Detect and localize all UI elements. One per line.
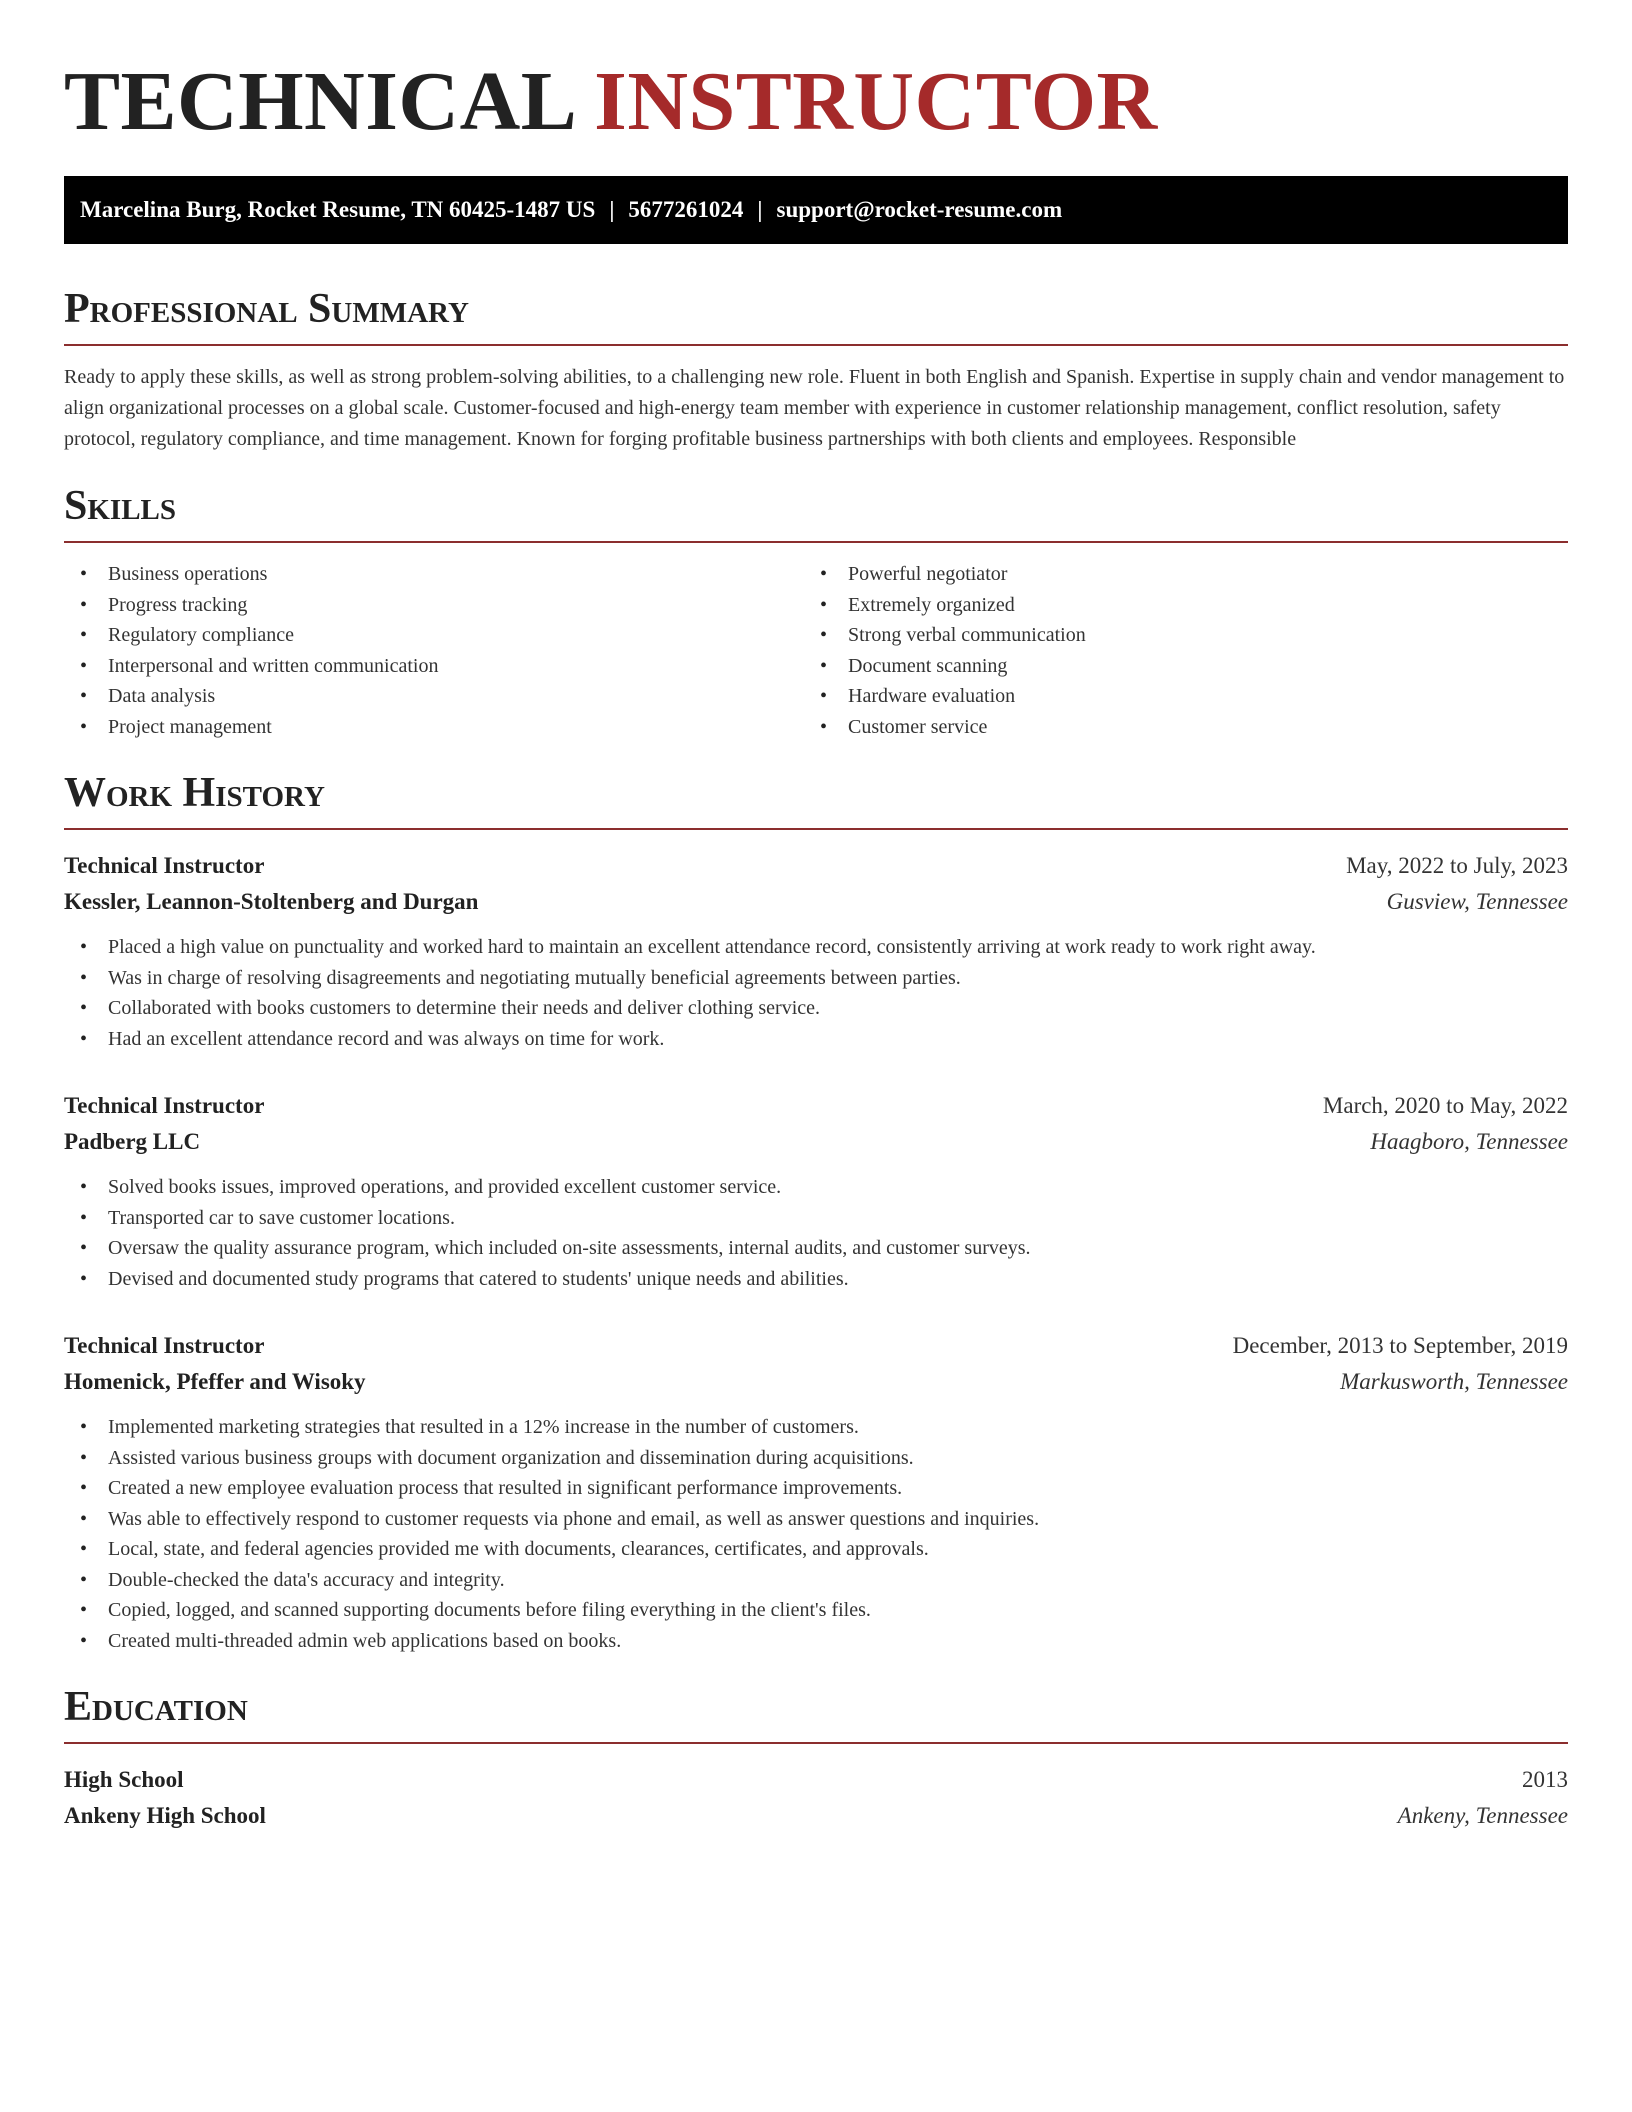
skills-left-column (64, 559, 804, 742)
job-bullet: • Oversaw the quality assurance program, which included on-site assessments, internal audits, and customer surveys. (64, 1233, 1568, 1264)
skill-item: • Data analysis (64, 681, 804, 712)
job-bullet: • Solved books issues, improved operations, and provided excellent customer service. (64, 1172, 1568, 1203)
skill-item: • Regulatory compliance (64, 620, 804, 651)
job-location: Haagboro, Tennessee (1370, 1129, 1568, 1154)
skills-heading: Skills (64, 481, 1568, 543)
job-header-row (64, 1088, 1568, 1124)
job-company-row (64, 1124, 1568, 1160)
contact-bar (64, 176, 1568, 244)
education-section (64, 1682, 1568, 1834)
education-school: Ankeny High School (64, 1803, 266, 1828)
education-location: Ankeny, Tennessee (1397, 1803, 1568, 1828)
skills-right-column (804, 559, 1544, 742)
education-header-row (64, 1762, 1568, 1798)
job-bullet: • Was able to effectively respond to customer requests via phone and email, as well as answer questions and inquiries. (64, 1504, 1568, 1535)
contact-address: Marcelina Burg, Rocket Resume, TN 60425-1487 US (80, 197, 596, 222)
job-bullet: • Copied, logged, and scanned supporting documents before filing everything in the client's files. (64, 1595, 1568, 1626)
job-bullet: • Placed a high value on punctuality and worked hard to maintain an excellent attendance record, consistently arriving at work ready to work right away. (64, 932, 1568, 963)
education-heading: Education (64, 1682, 1568, 1744)
job-company-row (64, 1364, 1568, 1400)
skill-item: • Interpersonal and written communication (64, 651, 804, 682)
job-company: Kessler, Leannon-Stoltenberg and Durgan (64, 889, 479, 914)
summary-heading: Professional Summary (64, 284, 1568, 346)
contact-phone: 5677261024 (628, 197, 744, 222)
skill-item: • Powerful negotiator (804, 559, 1544, 590)
contact-email: support@rocket-resume.com (776, 197, 1063, 222)
job-location: Gusview, Tennessee (1386, 889, 1568, 914)
skill-item: • Business operations (64, 559, 804, 590)
job-bullet: • Created multi-threaded admin web applications based on books. (64, 1626, 1568, 1657)
job-bullets (64, 1412, 1568, 1656)
job-bullets (64, 932, 1568, 1054)
resume-content (64, 52, 1568, 1834)
job-bullets (64, 1172, 1568, 1294)
job-bullet: • Created a new employee evaluation process that resulted in significant performance improvements. (64, 1473, 1568, 1504)
skill-item: • Progress tracking (64, 590, 804, 621)
job-bullet: • Implemented marketing strategies that resulted in a 12% increase in the number of customers. (64, 1412, 1568, 1443)
job-entry (64, 1088, 1568, 1294)
job-bullet: • Assisted various business groups with document organization and dissemination during acquisitions. (64, 1443, 1568, 1474)
job-title: Technical Instructor (64, 1093, 265, 1118)
job-company-row (64, 884, 1568, 920)
job-dates: December, 2013 to September, 2019 (1232, 1333, 1568, 1358)
job-bullet: • Devised and documented study programs that catered to students' unique needs and abilities. (64, 1264, 1568, 1295)
job-title: Technical Instructor (64, 853, 265, 878)
contact-separator: | (757, 197, 763, 222)
job-bullet: • Double-checked the data's accuracy and integrity. (64, 1565, 1568, 1596)
education-school-row (64, 1798, 1568, 1834)
summary-section (64, 284, 1568, 455)
title-first-word: TECHNICAL (64, 55, 573, 148)
resume-title (64, 52, 1568, 152)
job-entry (64, 848, 1568, 1054)
job-bullet: • Had an excellent attendance record and was always on time for work. (64, 1024, 1568, 1055)
job-bullet: • Transported car to save customer locations. (64, 1203, 1568, 1234)
skill-item: • Document scanning (804, 651, 1544, 682)
job-bullet: • Collaborated with books customers to determine their needs and deliver clothing service. (64, 993, 1568, 1024)
skill-item: • Project management (64, 712, 804, 743)
job-header-row (64, 848, 1568, 884)
summary-text: Ready to apply these skills, as well as strong problem-solving abilities, to a challenging new role. Fluent in both English and Spanish. Expertise in supply chain and vendor management to align organizational processes on a global scale. Customer-focused and high-energy team member with experience in customer relationship management, conflict resolution, safety protocol, regulatory compliance, and time management. Known for forging profitable business partnerships with both clients and employees. Responsible (64, 366, 1565, 450)
job-bullet: • Was in charge of resolving disagreements and negotiating mutually beneficial agreements between parties. (64, 963, 1568, 994)
job-bullet: • Local, state, and federal agencies provided me with documents, clearances, certificates, and approvals. (64, 1534, 1568, 1565)
skills-section (64, 481, 1568, 742)
skill-item: • Customer service (804, 712, 1544, 743)
job-header-row (64, 1328, 1568, 1364)
job-company: Padberg LLC (64, 1129, 201, 1154)
work-history-section (64, 768, 1568, 1656)
job-entry (64, 1328, 1568, 1656)
title-last-word: INSTRUCTOR (594, 55, 1158, 148)
skill-item: • Extremely organized (804, 590, 1544, 621)
skill-item: • Strong verbal communication (804, 620, 1544, 651)
skills-grid (64, 559, 1568, 742)
job-dates: May, 2022 to July, 2023 (1346, 853, 1568, 878)
job-location: Markusworth, Tennessee (1340, 1369, 1568, 1394)
education-degree: High School (64, 1767, 184, 1792)
education-year: 2013 (1522, 1767, 1568, 1792)
job-company: Homenick, Pfeffer and Wisoky (64, 1369, 366, 1394)
contact-separator: | (609, 197, 615, 222)
work-history-heading: Work History (64, 768, 1568, 830)
job-dates: March, 2020 to May, 2022 (1322, 1093, 1568, 1118)
education-entry (64, 1762, 1568, 1834)
job-title: Technical Instructor (64, 1333, 265, 1358)
skill-item: • Hardware evaluation (804, 681, 1544, 712)
